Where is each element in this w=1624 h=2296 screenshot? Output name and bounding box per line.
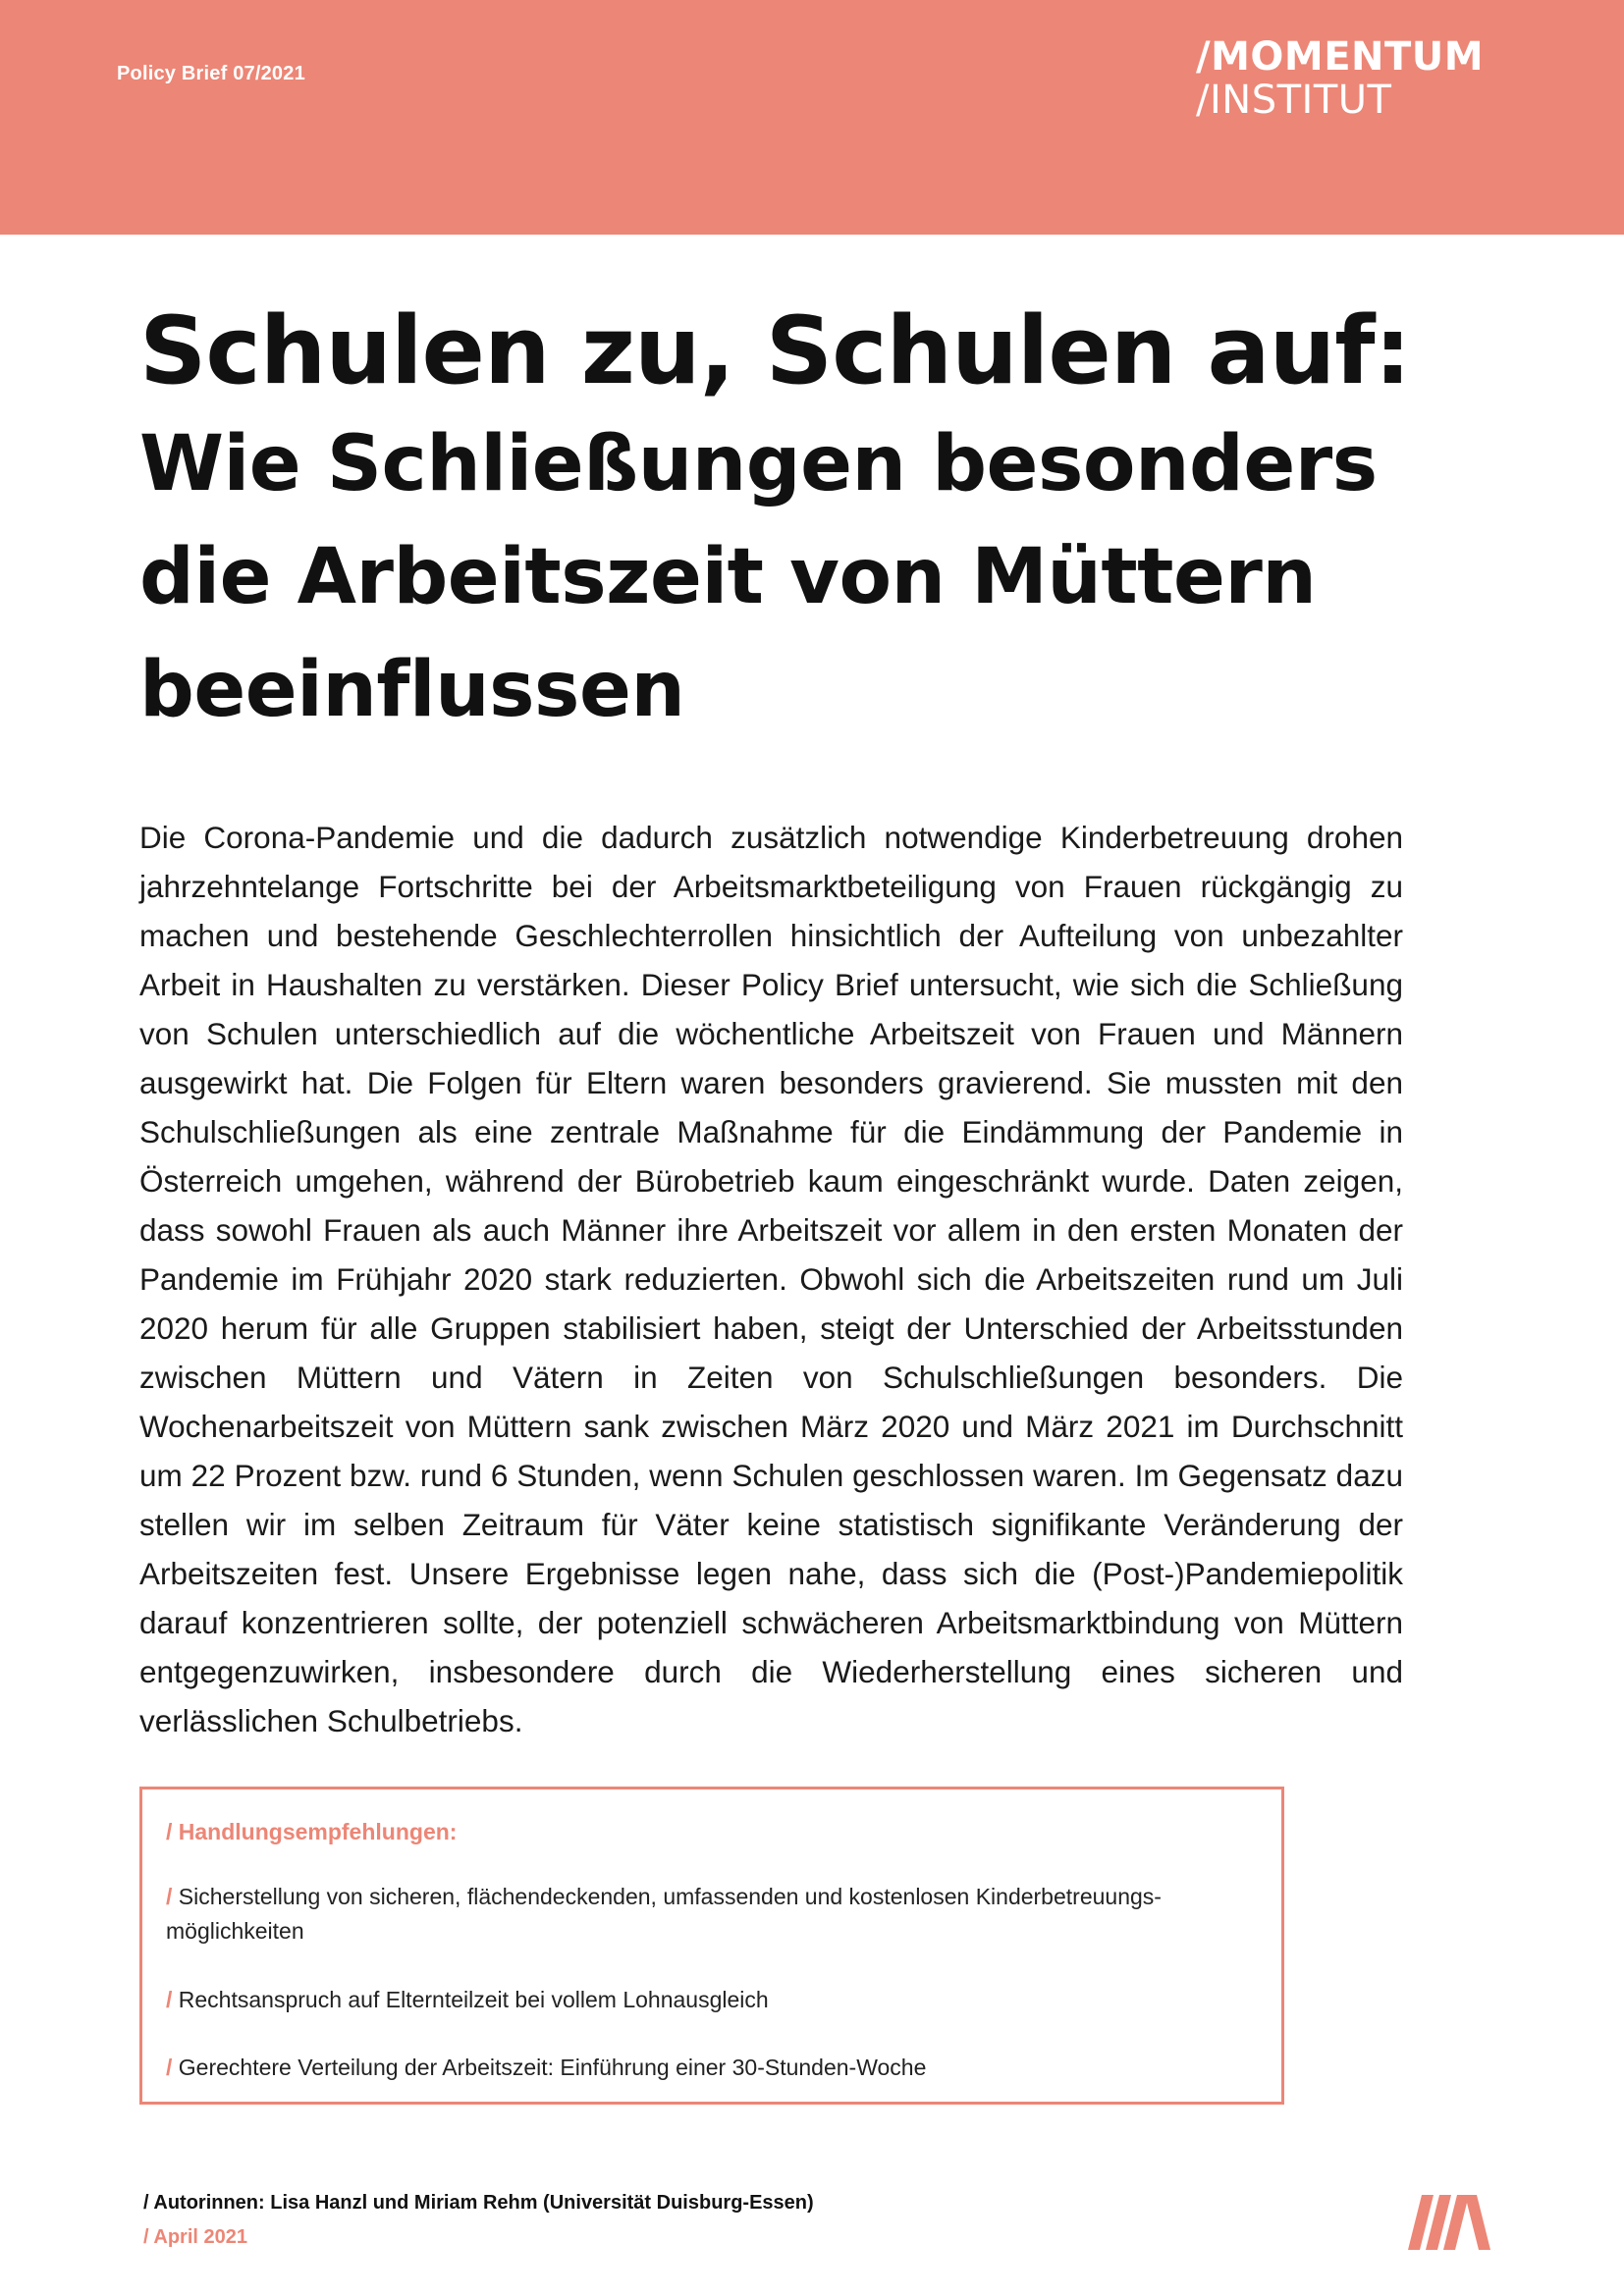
title-main: Schulen zu, Schulen auf: [139, 297, 1411, 405]
recommendations-heading: / Handlungsempfehlungen: [166, 1819, 458, 1844]
recommendation-text: Rechtsanspruch auf Elternteilzeit bei vollem Lohnausgleich [178, 1987, 769, 2012]
recommendation-item [166, 1983, 1256, 2017]
series-label: Policy Brief 07/2021 [117, 63, 305, 84]
logo-line-institut: /INSTITUT [1196, 78, 1392, 123]
recommendation-text: Sicherstellung von sicheren, flächendeckenden, umfassenden und kostenlosen Kinderbetreuungsmöglichkeiten [166, 1884, 1162, 1944]
slash-bullet: / [166, 2055, 173, 2080]
momentum-institut-logo [1196, 35, 1490, 122]
recommendations-box [139, 1787, 1284, 2105]
title-sub-line-3: beeinflussen [139, 646, 685, 734]
authors-line: / Autorinnen: Lisa Hanzl und Miriam Rehm (Universität Duisburg-Essen) [143, 2192, 814, 2214]
header-banner [0, 0, 1624, 235]
slash-bullet: / [166, 1884, 173, 1909]
abstract-paragraph: Die Corona-Pandemie und die dadurch zusätzlich notwendige Kinderbetreuung drohen jahrzehntelange Fortschritte bei der Arbeitsmarktbeteiligung von Frauen rückgängig zu machen und bestehende Geschlechterrollen hinsichtlich der Aufteilung von unbezahlter Arbeit in Haushalten zu verstärken. Dieser Policy Brief untersucht, wie sich die Schließung von Schulen unterschiedlich auf die wöchentliche Arbeitszeit von Frauen und Männern ausgewirkt hat. Die Folgen für Eltern waren besonders gravierend. Sie mussten mit den Schulschließungen als eine zentrale Maßnahme für die Eindämmung der Pandemie in Österreich umgehen, während der Bürobetrieb kaum eingeschränkt wurde. Daten zeigen, dass sowohl Frauen als auch Männer ihre Arbeitszeit vor allem in den ersten Monaten der Pandemie im Frühjahr 2020 stark reduzierten. Obwohl sich die Arbeitszeiten rund um Juli 2020 herum für alle Gruppen stabilisiert haben, steigt der Unterschied der Arbeitsstunden zwischen Müttern und Vätern in Zeiten von Schulschließungen besonders. Die Wochenarbeitszeit von Müttern sank zwischen März 2020 und März 2021 im Durchschnitt um 22 Prozent bzw. rund 6 Stunden, wenn Schulen geschlossen waren. Im Gegensatz dazu stellen wir im selben Zeitraum für Väter keine statistisch signifikante Veränderung der Arbeitszeiten fest. Unsere Ergebnisse legen nahe, dass sich die (Post-)Pandemiepolitik darauf konzentrieren sollte, der potenziell schwächeren Arbeitsmarktbindung von Müttern entgegenzuwirken, insbesondere durch die Wiederherstellung eines sicheren und verlässlichen Schulbetriebs. [139, 820, 1403, 1738]
page-title [139, 294, 1494, 747]
recommendation-text: Gerechtere Verteilung der Arbeitszeit: Einführung einer 30-Stunden-Woche [178, 2055, 927, 2080]
title-sub-line-2: die Arbeitszeit von Müttern [139, 533, 1317, 621]
momentum-logo-mark-icon [1408, 2195, 1490, 2250]
logo-line-momentum: /MOMENTUM [1196, 34, 1485, 80]
recommendation-item [166, 1880, 1256, 1949]
recommendation-item [166, 2051, 1256, 2085]
slash-bullet: / [166, 1987, 173, 2012]
publication-date: / April 2021 [143, 2226, 247, 2248]
title-sub-line-1: Wie Schließungen besonders [139, 420, 1378, 508]
